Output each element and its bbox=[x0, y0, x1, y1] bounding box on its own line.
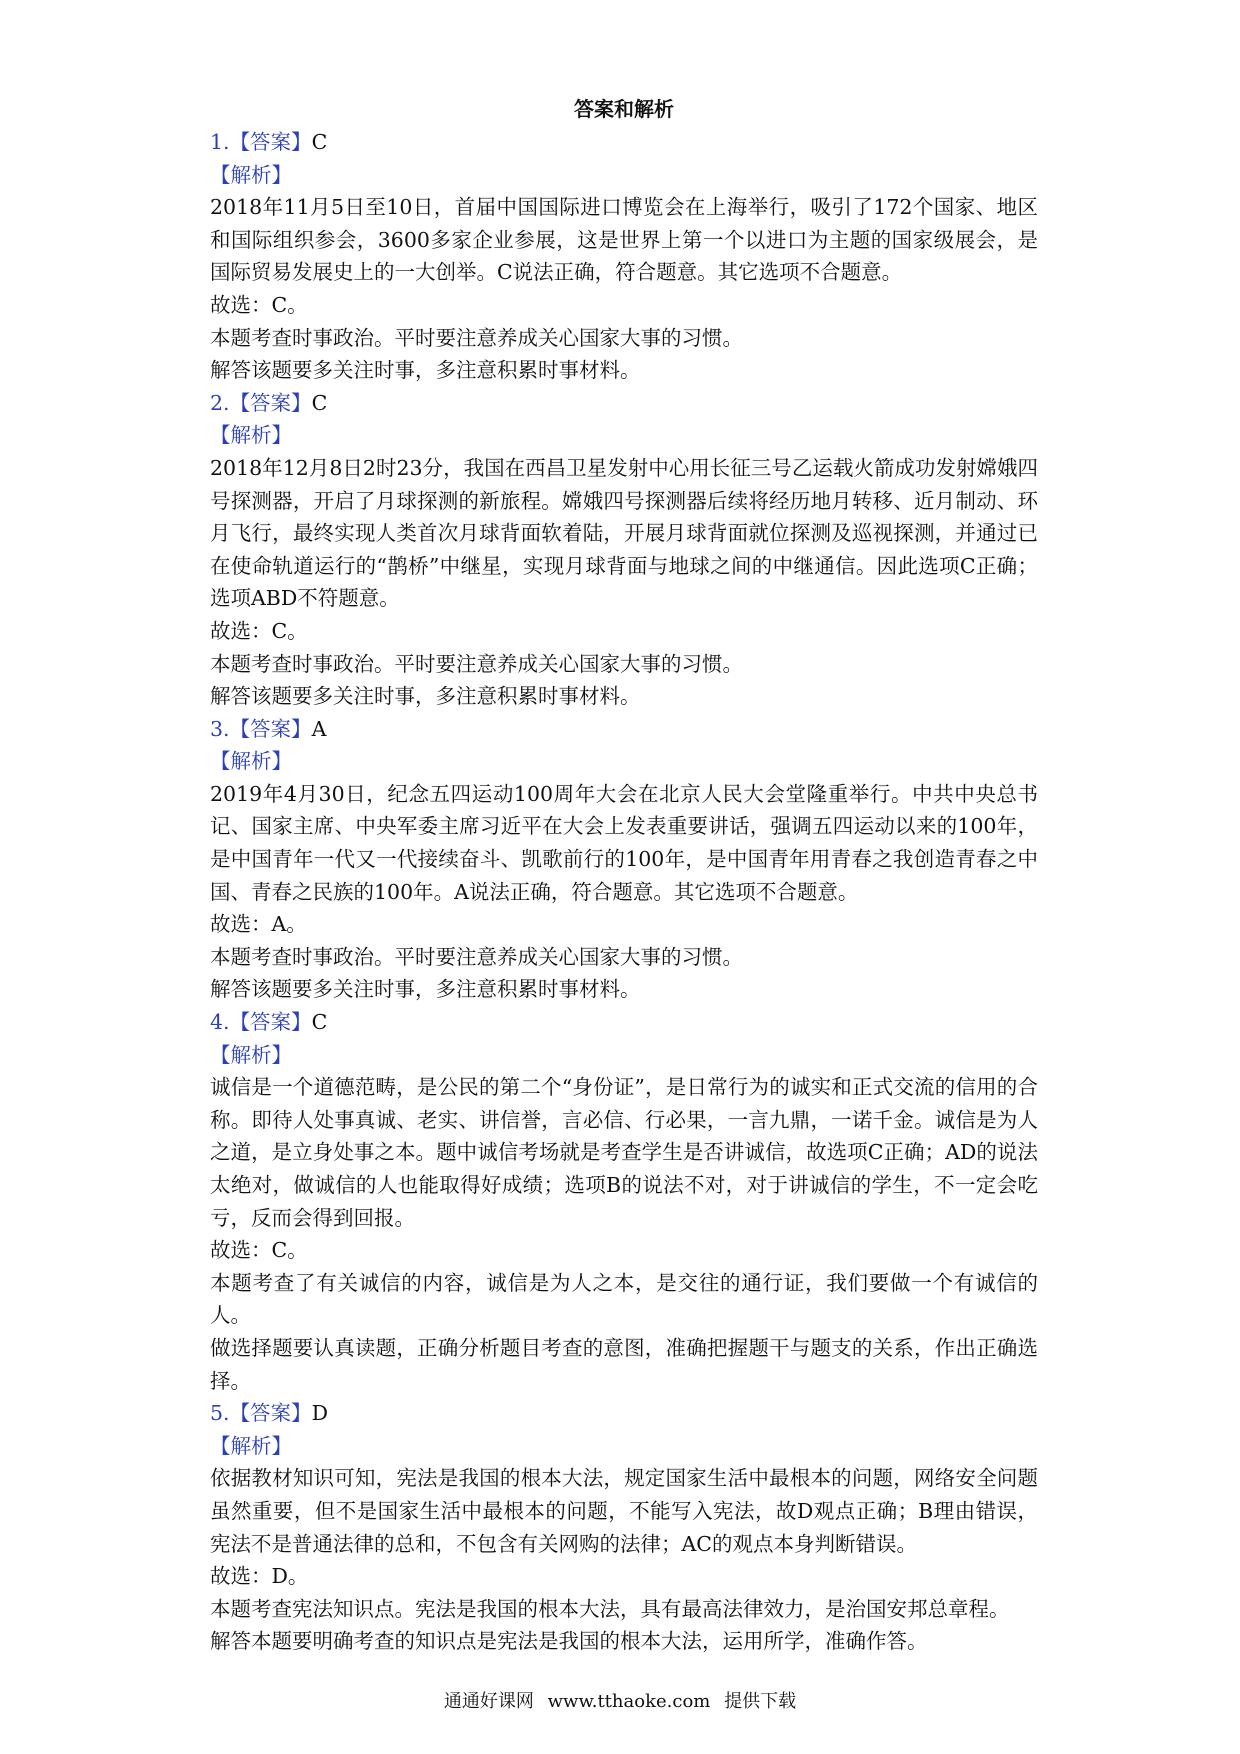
question-number: 5. bbox=[210, 1401, 230, 1426]
analysis-label: 【解析】 bbox=[210, 1433, 292, 1458]
question-number: 3. bbox=[210, 716, 230, 741]
page-title: 答案和解析 bbox=[574, 97, 674, 121]
footer-site-name: 通通好课网 bbox=[443, 1691, 534, 1712]
analysis-text: 2019年4月30日，纪念五四运动100周年大会在北京人民大会堂隆重举行。中共中央总书记、国家主席、中央军委主席习近平在大会上发表重要讲话，强调五四运动以来的100年，是中国青年一代又一代接续奋斗、凯歌前行的100年，是中国青年用青春之我创造青春之中国、青春之民族的100年。A说法正确，符合题意。其它选项不合题意。 bbox=[210, 781, 1038, 904]
tip-text: 解答该题要多关注时事，多注意积累时事材料。 bbox=[210, 684, 641, 709]
answer-label: 【答案】 bbox=[229, 390, 312, 415]
answer-value: C bbox=[311, 1010, 328, 1035]
review-text: 本题考查时事政治。平时要注意养成关心国家大事的习惯。 bbox=[210, 325, 743, 350]
choice-text: 故选：C。 bbox=[210, 1238, 308, 1263]
page-footer bbox=[0, 1690, 1240, 1714]
question-1 bbox=[210, 126, 1038, 387]
question-5 bbox=[210, 1397, 1038, 1658]
choice-text: 故选：C。 bbox=[210, 292, 308, 317]
analysis-label: 【解析】 bbox=[210, 162, 292, 187]
analysis-text: 依据教材知识可知，宪法是我国的根本大法，规定国家生活中最根本的问题，网络安全问题虽然重要，但不是国家生活中最根本的问题，不能写入宪法，故D观点正确；B理由错误，宪法不是普通法律的总和，不包含有关网购的法律；AC的观点本身判断错误。 bbox=[210, 1466, 1038, 1556]
question-number: 2. bbox=[210, 390, 230, 415]
analysis-label: 【解析】 bbox=[210, 423, 292, 448]
answer-value: C bbox=[311, 390, 328, 415]
tip-text: 解答该题要多关注时事，多注意积累时事材料。 bbox=[210, 358, 641, 383]
analysis-text: 2018年12月8日2时23分，我国在西昌卫星发射中心用长征三号乙运载火箭成功发射嫦娥四号探测器，开启了月球探测的新旅程。嫦娥四号探测器后续将经历地月转移、近月制动、环月飞行，最终实现人类首次月球背面软着陆，开展月球背面就位探测及巡视探测，并通过已在使命轨道运行的“鹊桥”中继星，实现月球背面与地球之间的中继通信。因此选项C正确；选项ABD不符题意。 bbox=[210, 455, 1038, 611]
tip-text: 做选择题要认真读题，正确分析题目考查的意图，准确把握题干与题支的关系，作出正确选择。 bbox=[210, 1335, 1038, 1393]
question-2 bbox=[210, 387, 1038, 713]
question-number: 4. bbox=[210, 1010, 230, 1035]
review-text: 本题考查了有关诚信的内容，诚信是为人之本，是交往的通行证，我们要做一个有诚信的人。 bbox=[210, 1270, 1038, 1328]
review-text: 本题考查时事政治。平时要注意养成关心国家大事的习惯。 bbox=[210, 651, 743, 676]
analysis-label: 【解析】 bbox=[210, 1042, 292, 1067]
question-3 bbox=[210, 713, 1038, 1006]
tip-text: 解答本题要明确考查的知识点是宪法是我国的根本大法，运用所学，准确作答。 bbox=[210, 1629, 928, 1654]
answer-value: D bbox=[311, 1401, 328, 1426]
choice-text: 故选：C。 bbox=[210, 618, 308, 643]
answer-label: 【答案】 bbox=[229, 1010, 312, 1035]
footer-note: 提供下载 bbox=[724, 1691, 797, 1712]
answer-label: 【答案】 bbox=[229, 1401, 312, 1426]
answer-line bbox=[210, 126, 1038, 159]
question-4 bbox=[210, 1006, 1038, 1397]
choice-text: 故选：D。 bbox=[210, 1564, 309, 1589]
answer-value: C bbox=[311, 130, 328, 154]
review-text: 本题考查宪法知识点。宪法是我国的根本大法，具有最高法律效力，是治国安邦总章程。 bbox=[210, 1596, 1010, 1621]
analysis-label: 【解析】 bbox=[210, 749, 292, 774]
answer-label: 【答案】 bbox=[229, 130, 312, 154]
choice-text: 故选：A。 bbox=[210, 912, 307, 937]
footer-url[interactable]: www.tthaoke.com bbox=[547, 1691, 711, 1712]
answer-line bbox=[210, 1397, 1038, 1430]
answer-line bbox=[210, 1006, 1038, 1039]
answer-value: A bbox=[311, 716, 327, 741]
answer-line bbox=[210, 387, 1038, 420]
answer-label: 【答案】 bbox=[229, 716, 312, 741]
tip-text: 解答该题要多关注时事，多注意积累时事材料。 bbox=[210, 977, 641, 1002]
answer-document bbox=[210, 92, 1038, 1658]
analysis-text: 诚信是一个道德范畴，是公民的第二个“身份证”，是日常行为的诚实和正式交流的信用的合称。即待人处事真诚、老实、讲信誉，言必信、行必果，一言九鼎，一诺千金。诚信是为人之道，是立身处事之本。题中诚信考场就是考查学生是否讲诚信，故选项C正确；AD的说法太绝对，做诚信的人也能取得好成绩；选项B的说法不对，对于讲诚信的学生，不一定会吃亏，反而会得到回报。 bbox=[210, 1075, 1038, 1230]
review-text: 本题考查时事政治。平时要注意养成关心国家大事的习惯。 bbox=[210, 944, 743, 969]
question-number: 1. bbox=[210, 130, 230, 154]
analysis-text: 2018年11月5日至10日，首届中国国际进口博览会在上海举行，吸引了172个国家、地区和国际组织参会，3600多家企业参展，这是世界上第一个以进口为主题的国家级展会，是国际贸易发展史上的一大创举。C说法正确，符合题意。其它选项不合题意。 bbox=[210, 195, 1038, 285]
answer-line bbox=[210, 713, 1038, 746]
